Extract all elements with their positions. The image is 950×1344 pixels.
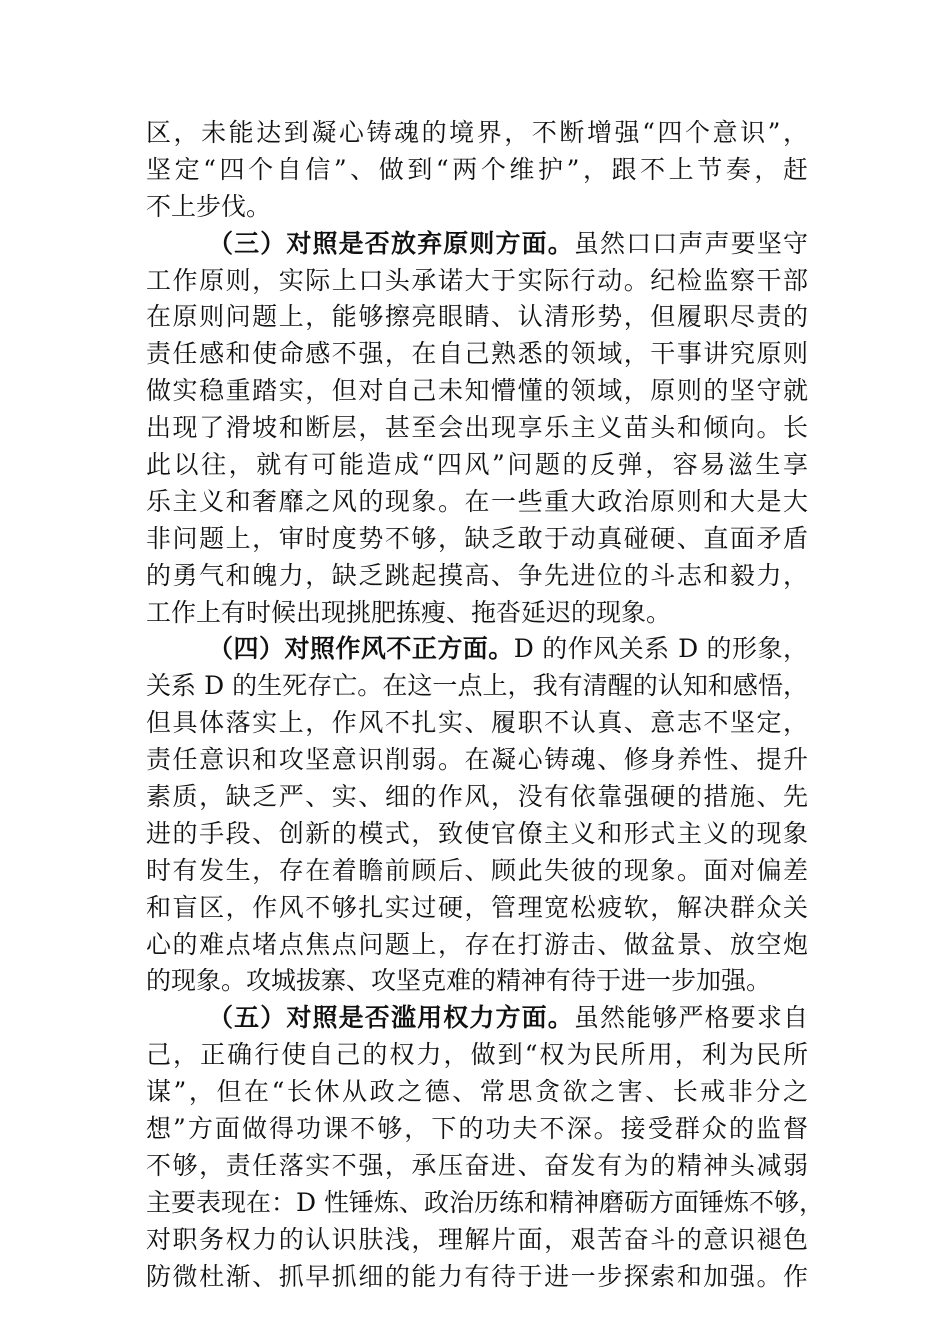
text-line: 乐主义和奢靡之风的现象。在一些重大政治原则和大是大 xyxy=(146,486,808,516)
text-line-first xyxy=(146,631,808,668)
text-line: 此以往，就有可能造成“四风”问题的反弹，容易滋生享 xyxy=(146,450,808,480)
text-line: 坚定“四个自信”、做到“两个维护”，跟不上节奏，赶 xyxy=(146,154,808,184)
text-line: 不上步伐。 xyxy=(146,191,272,221)
text-line: 进的手段、创新的模式，致使官僚主义和形式主义的现象 xyxy=(146,818,808,848)
text-line: 关系 D 的生死存亡。在这一点上，我有清醒的认知和感悟， xyxy=(146,671,808,701)
paragraph-section-5 xyxy=(146,1000,824,1295)
paragraph-section-4 xyxy=(146,631,808,1000)
section-heading: （四）对照作风不正方面。 xyxy=(208,634,514,664)
text-line: 己，正确行使自己的权力，做到“权为民所用，利为民所 xyxy=(146,1040,808,1070)
text-run: 虽然口口声声要坚守 xyxy=(573,228,808,258)
text-line: 防微杜渐、抓早抓细的能力有待于进一步探索和加强。作 xyxy=(146,1261,808,1291)
text-line: 非问题上，审时度势不够，缺乏敢于动真碰硬、直面矛盾 xyxy=(146,523,808,553)
text-line: 和盲区，作风不够扎实过硬，管理宽松疲软，解决群众关 xyxy=(146,892,808,922)
text-line: 工作原则，实际上口头承诺大于实际行动。纪检监察干部 xyxy=(146,265,808,295)
text-line: 责任意识和攻坚意识削弱。在凝心铸魂、修身养性、提升 xyxy=(146,745,808,775)
text-line-first xyxy=(146,1000,808,1037)
document-page xyxy=(146,115,824,1296)
section-heading: （三）对照是否放弃原则方面。 xyxy=(208,228,574,258)
text-line: 在原则问题上，能够擦亮眼睛、认清形势，但履职尽责的 xyxy=(146,302,808,332)
text-line: 时有发生，存在着瞻前顾后、顾此失彼的现象。面对偏差 xyxy=(146,855,808,885)
section-heading: （五）对照是否滥用权力方面。 xyxy=(208,1003,574,1033)
text-line: 做实稳重踏实，但对自己未知懵懂的领域，原则的坚守就 xyxy=(146,376,808,406)
text-run: 虽然能够严格要求自 xyxy=(573,1003,808,1033)
text-line: 但具体落实上，作风不扎实、履职不认真、意志不坚定， xyxy=(146,708,808,738)
text-line: 不够，责任落实不强，承压奋进、奋发有为的精神头减弱 xyxy=(146,1150,808,1180)
text-line-first xyxy=(146,226,808,263)
text-line: 素质，缺乏严、实、细的作风，没有依靠强硬的措施、先 xyxy=(146,782,808,812)
text-line: 的勇气和魄力，缺乏跳起摸高、争先进位的斗志和毅力， xyxy=(146,560,808,590)
text-line: 工作上有时候出现挑肥拣瘦、拖沓延迟的现象。 xyxy=(146,597,672,627)
text-line: 责任感和使命感不强，在自己熟悉的领域，干事讲究原则 xyxy=(146,339,808,369)
text-line: 出现了滑坡和断层，甚至会出现享乐主义苗头和倾向。长 xyxy=(146,413,808,443)
text-line: 谋”，但在“长休从政之德、常思贪欲之害、长戒非分之 xyxy=(146,1077,808,1107)
text-line: 对职务权力的认识肤浅，理解片面，艰苦奋斗的意识褪色 xyxy=(146,1224,808,1254)
text-line: 心的难点堵点焦点问题上，存在打游击、做盆景、放空炮 xyxy=(146,929,808,959)
paragraph-section-3 xyxy=(146,226,808,632)
text-line: 区，未能达到凝心铸魂的境界，不断增强“四个意识”， xyxy=(146,118,808,147)
paragraph-continuation xyxy=(146,115,808,226)
text-line: 的现象。攻城拔寨、攻坚克难的精神有待于进一步加强。 xyxy=(146,966,772,996)
text-run: D 的作风关系 D 的形象， xyxy=(513,634,808,664)
text-line: 主要表现在：D 性锤炼、政治历练和精神磨砺方面锤炼不够， xyxy=(146,1187,824,1217)
text-line: 想”方面做得功课不够，下的功夫不深。接受群众的监督 xyxy=(146,1114,808,1144)
